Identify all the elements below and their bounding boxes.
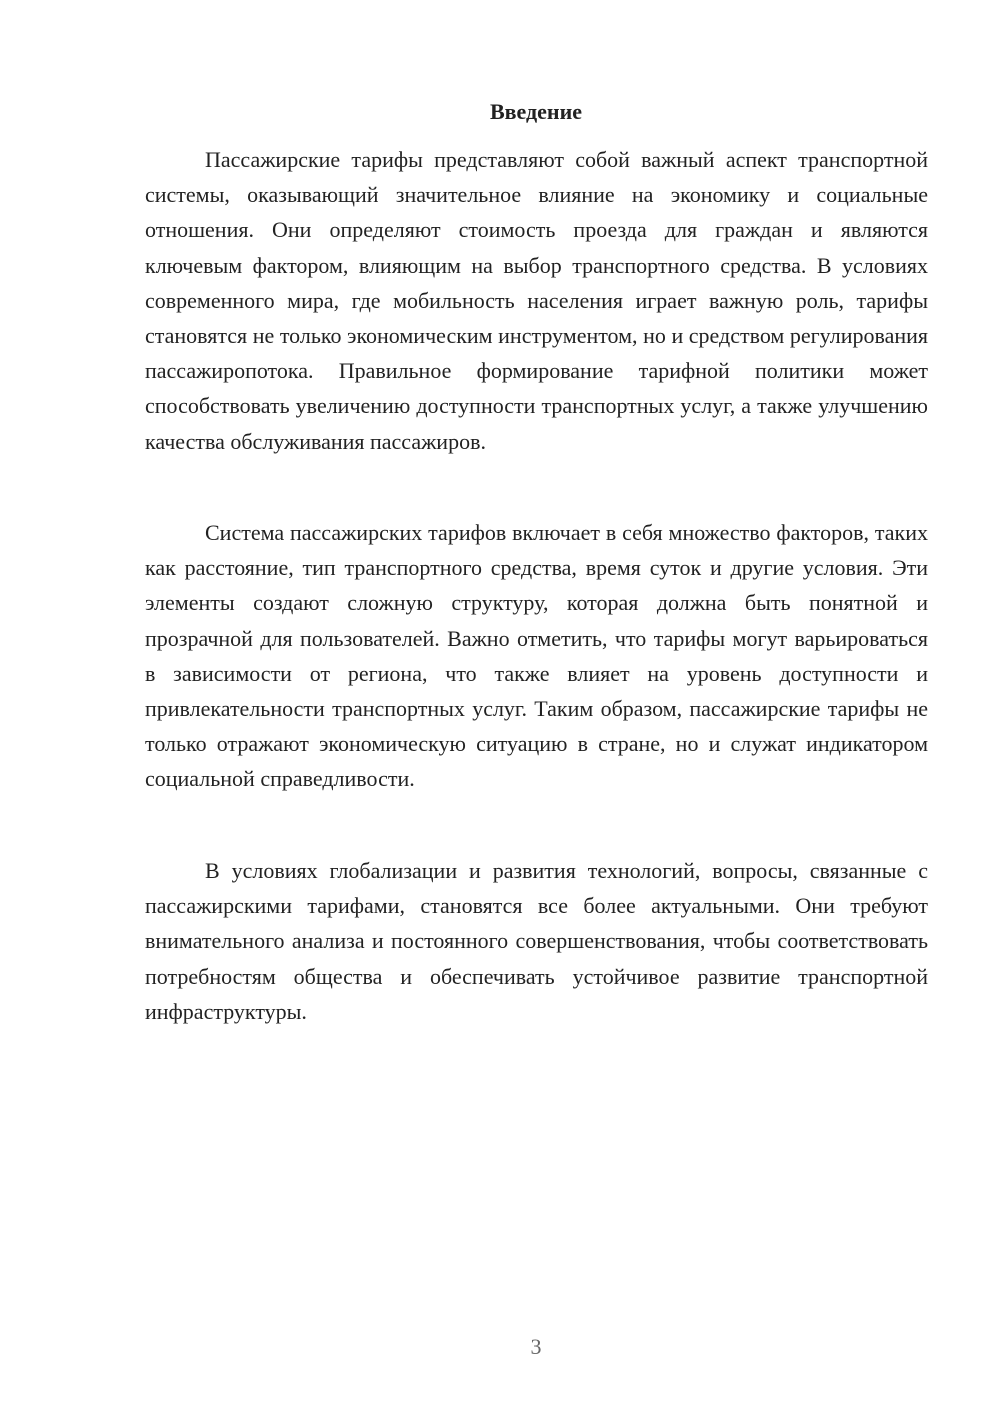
section-heading: Введение [489,99,583,124]
paragraph-1: Пассажирские тарифы представляют собой важный аспект транспортной системы, оказывающий значительное влияние на экономику и социальные отношения. Они определяют стоимость проезда для граждан и являются ключевым фактором, влияющим на выбор транспортного средства. В условиях современного мира, где мобильность населения играет важную роль, тарифы становятся не только экономическим инструментом, но и средством регулирования пассажиропотока. Правильное формирование тарифной политики может способствовать увеличению доступности транспортных услуг, а также улучшению качества обслуживания пассажиров. [145,147,928,454]
page-number: 3 [530,1334,542,1359]
paragraph-3: В условиях глобализации и развития технологий, вопросы, связанные с пассажирскими тарифами, становятся все более актуальными. Они требуют внимательного анализа и постоянного совершенствования, чтобы соответствовать потребностям общества и обеспечивать устойчивое развитие транспортной инфраструктуры. [145,858,928,1024]
paragraph-2: Система пассажирских тарифов включает в себя множество факторов, таких как расстояние, тип транспортного средства, время суток и другие условия. Эти элементы создают сложную структуру, которая должна быть понятной и прозрачной для пользователей. Важно отметить, что тарифы могут варьироваться в зависимости от региона, что также влияет на уровень доступности и привлекательности транспортных услуг. Таким образом, пассажирские тарифы не только отражают экономическую ситуацию в стране, но и служат индикатором социальной справедливости. [145,520,928,792]
